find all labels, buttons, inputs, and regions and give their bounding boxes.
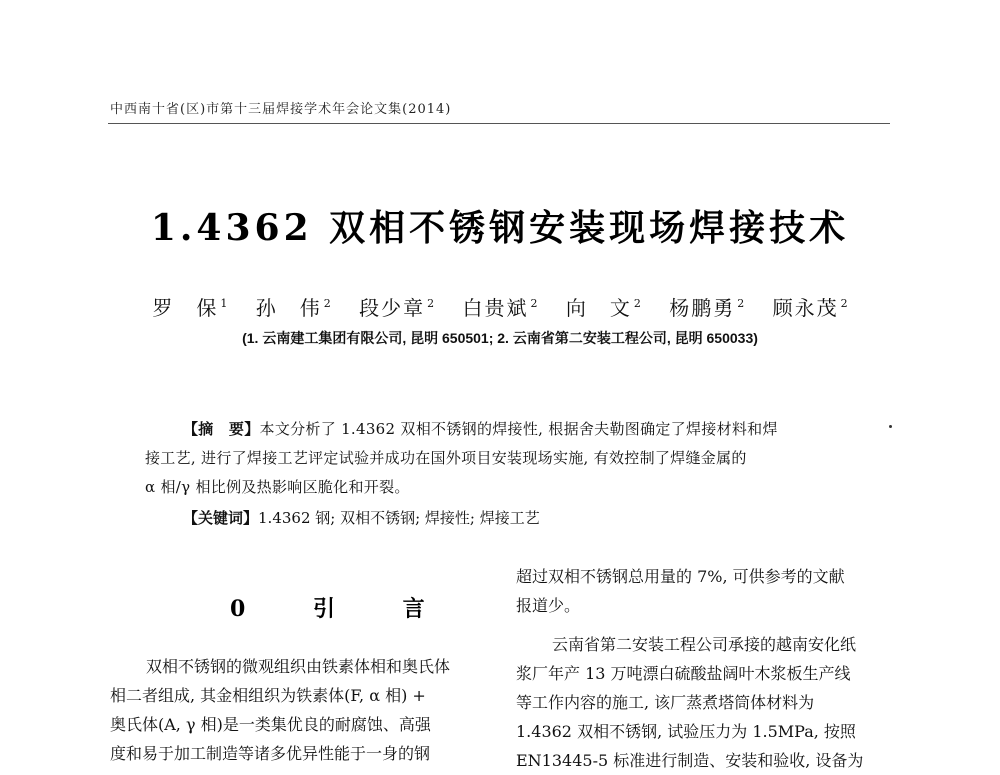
author: 顾永茂 $^2$ — [772, 296, 848, 320]
keywords-label: 【关键词】 — [183, 510, 259, 527]
body-line: 报道少。 — [516, 596, 581, 615]
abstract-label: 【摘 要】 — [183, 421, 260, 438]
left-column — [110, 652, 490, 768]
abstract — [145, 415, 865, 502]
running-header: 中西南十省(区)市第十三届焊接学术年会论文集(2014) — [110, 102, 452, 117]
stray-mark — [889, 425, 892, 428]
author: 段少章 $^2$ — [359, 296, 435, 320]
body-line: 云南省第二安装工程公司承接的越南安化纸 — [552, 635, 857, 654]
body-line: 奥氏体(A, γ 相)是一类集优良的耐腐蚀、高强 — [110, 715, 431, 734]
paper-title: 1.4362 双相不锈钢安装现场焊接技术 — [150, 207, 850, 249]
author: 罗 保 $^1$ — [152, 296, 228, 320]
body-line: 超过双相不锈钢总用量的 7%, 可供参考的文献 — [516, 567, 845, 586]
author: 孙 伟 $^2$ — [255, 296, 331, 320]
abstract-line: 接工艺, 进行了焊接工艺评定试验并成功在国外项目安装现场实施, 有效控制了焊缝金属的 — [145, 449, 747, 467]
header-divider — [108, 123, 890, 124]
section-heading: 0 引 言 — [230, 596, 455, 622]
keywords — [183, 507, 540, 528]
author-affiliation: (1. 云南建工集团有限公司, 昆明 650501; 2. 云南省第二安装工程公司, 昆明 650033) — [242, 330, 758, 346]
author-list — [0, 292, 1000, 321]
right-column — [516, 562, 896, 775]
keywords-text: 1.4362 钢; 双相不锈钢; 焊接性; 焊接工艺 — [258, 509, 540, 527]
author: 杨鹏勇 $^2$ — [669, 296, 745, 320]
body-line: 双相不锈钢的微观组织由铁素体相和奥氏体 — [146, 657, 451, 676]
author: 向 文 $^2$ — [565, 296, 641, 320]
abstract-line: α 相/γ 相比例及热影响区脆化和开裂。 — [145, 478, 410, 496]
body-line: 等工作内容的施工, 该厂蒸煮塔筒体材料为 — [516, 693, 815, 712]
body-line: 浆厂年产 13 万吨漂白硫酸盐阔叶木浆板生产线 — [516, 664, 851, 683]
body-line: 度和易于加工制造等诸多优异性能于一身的钢 — [110, 744, 431, 763]
abstract-line: 【摘 要】本文分析了 1.4362 双相不锈钢的焊接性, 根据舍夫勒图确定了焊接材料和焊 — [183, 420, 778, 438]
body-line: 相二者组成, 其金相组织为铁素体(F, α 相) + — [110, 686, 426, 705]
author: 白贵斌 $^2$ — [462, 296, 538, 320]
body-line: EN13445-5 标准进行制造、安装和验收, 设备为 — [516, 751, 864, 770]
body-line: 1.4362 双相不锈钢, 试验压力为 1.5MPa, 按照 — [516, 722, 856, 741]
